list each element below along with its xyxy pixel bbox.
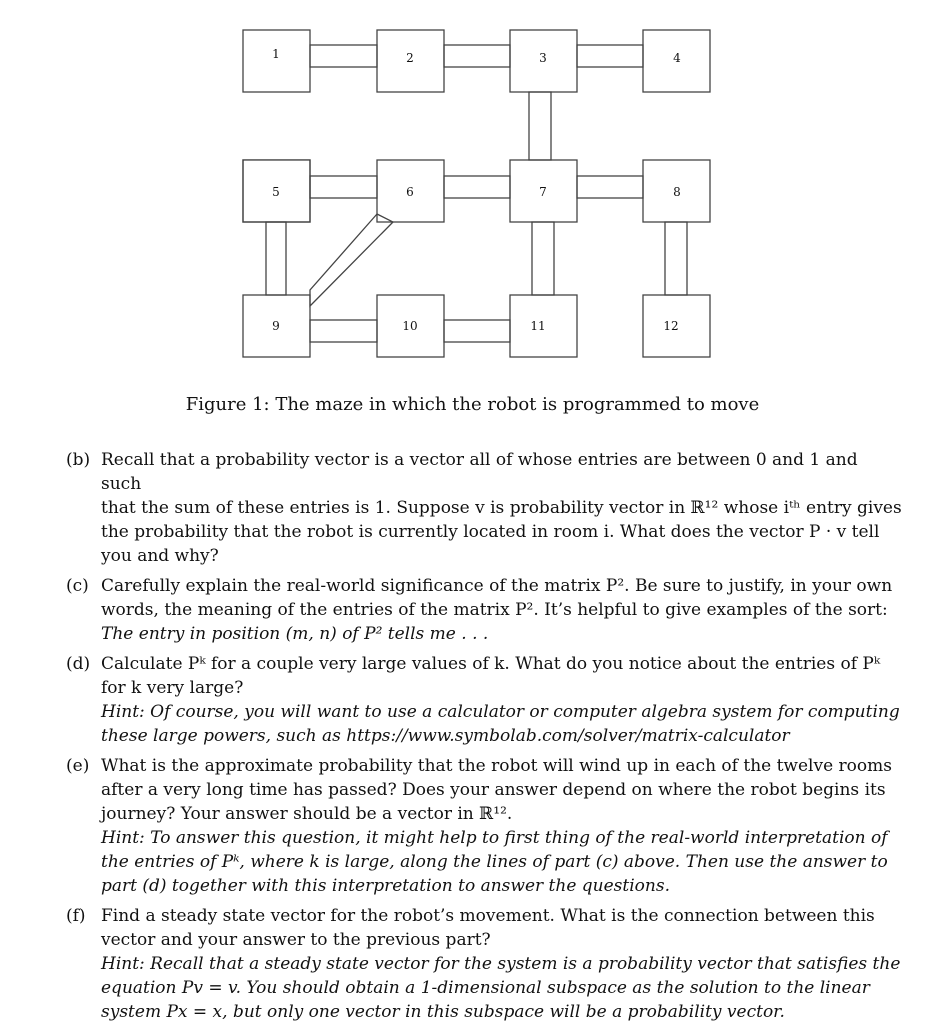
question-list	[66, 448, 902, 1030]
question-label: (c)	[66, 576, 89, 596]
room-label-3: 3	[539, 51, 547, 65]
hint-line: Hint: To answer this question, it might help to first thing of the real-world interpretation of	[101, 828, 888, 848]
question-text-line: Calculate Pᵏ for a couple very large values of k. What do you notice about the entries of Pᵏ	[101, 654, 881, 674]
room-1	[243, 30, 310, 92]
corridor-6-7	[444, 176, 510, 198]
question-text-line: vector and your answer to the previous part?	[101, 930, 491, 950]
hint-line: Hint: Of course, you will want to use a calculator or computer algebra system for computing	[101, 702, 900, 722]
room-label-10: 10	[402, 319, 418, 333]
question-text-line: Carefully explain the real-world significance of the matrix P². Be sure to justify, in your own	[101, 576, 893, 596]
question-d	[66, 652, 902, 748]
question-text-line: that the sum of these entries is 1. Suppose v is probability vector in ℝ¹² whose iᵗʰ entry gives	[101, 498, 902, 518]
question-text-line: after a very long time has passed? Does your answer depend on where the robot begins its	[101, 780, 886, 800]
room-label-2: 2	[406, 51, 414, 65]
room-label-12: 12	[663, 319, 679, 333]
room-label-9: 9	[272, 319, 280, 333]
question-text-line: for k very large?	[101, 678, 244, 698]
question-b	[66, 448, 902, 568]
hint-line: these large powers, such as https://www.symbolab.com/solver/matrix-calculator	[101, 726, 790, 746]
question-label: (e)	[66, 756, 90, 776]
question-label: (b)	[66, 450, 91, 470]
corridor-3-7	[529, 92, 551, 160]
room-label-8: 8	[673, 185, 681, 199]
question-text-line: the probability that the robot is currently located in room i. What does the vector P · v tell	[101, 522, 880, 542]
question-e	[66, 754, 902, 898]
room-label-6: 6	[406, 185, 414, 199]
corridor-8-12	[665, 222, 687, 295]
question-text-line: Recall that a probability vector is a vector all of whose entries are between 0 and 1 and such	[101, 450, 858, 494]
question-label: (f)	[66, 906, 86, 926]
room-label-11: 11	[530, 319, 546, 333]
corridor-7-11	[532, 222, 554, 295]
room-label-7: 7	[539, 185, 547, 199]
hint-line: part (d) together with this interpretation to answer the questions.	[101, 876, 670, 896]
corridor-5-6	[310, 176, 377, 198]
question-f	[66, 904, 902, 1024]
maze-figure	[0, 0, 945, 390]
question-text-line: you and why?	[101, 546, 219, 566]
figure-caption: Figure 1: The maze in which the robot is programmed to move	[185, 394, 760, 415]
question-text-line: words, the meaning of the entries of the matrix P². It’s helpful to give examples of the sort:	[101, 600, 888, 620]
room-label-5: 5	[272, 185, 280, 199]
hint-line: system Px = x, but only one vector in this subspace will be a probability vector.	[101, 1002, 785, 1022]
corridor-5-9	[266, 222, 286, 295]
corridor-1-2	[310, 45, 377, 67]
question-text-line: journey? Your answer should be a vector in ℝ¹².	[101, 804, 513, 824]
corridor-10-11	[444, 320, 510, 342]
room-label-4: 4	[673, 51, 681, 65]
corridor-9-10	[310, 320, 377, 342]
room-label-1: 1	[272, 47, 280, 61]
question-label: (d)	[66, 654, 91, 674]
corridor-6-10	[310, 214, 393, 306]
question-text-line: The entry in position (m, n) of P² tells me . . .	[101, 624, 489, 644]
corridor-7-8	[577, 176, 643, 198]
question-c	[66, 574, 902, 646]
corridor-3-4	[577, 45, 643, 67]
hint-line: equation Pv = v. You should obtain a 1-dimensional subspace as the solution to the linear	[101, 978, 870, 998]
hint-line: Hint: Recall that a steady state vector for the system is a probability vector that satisfies the	[101, 954, 901, 974]
question-text-line: What is the approximate probability that the robot will wind up in each of the twelve rooms	[101, 756, 892, 776]
hint-line: the entries of Pᵏ, where k is large, along the lines of part (c) above. Then use the answer to	[101, 852, 888, 872]
corridor-2-3	[444, 45, 510, 67]
question-text-line: Find a steady state vector for the robot’s movement. What is the connection between this	[101, 906, 875, 926]
